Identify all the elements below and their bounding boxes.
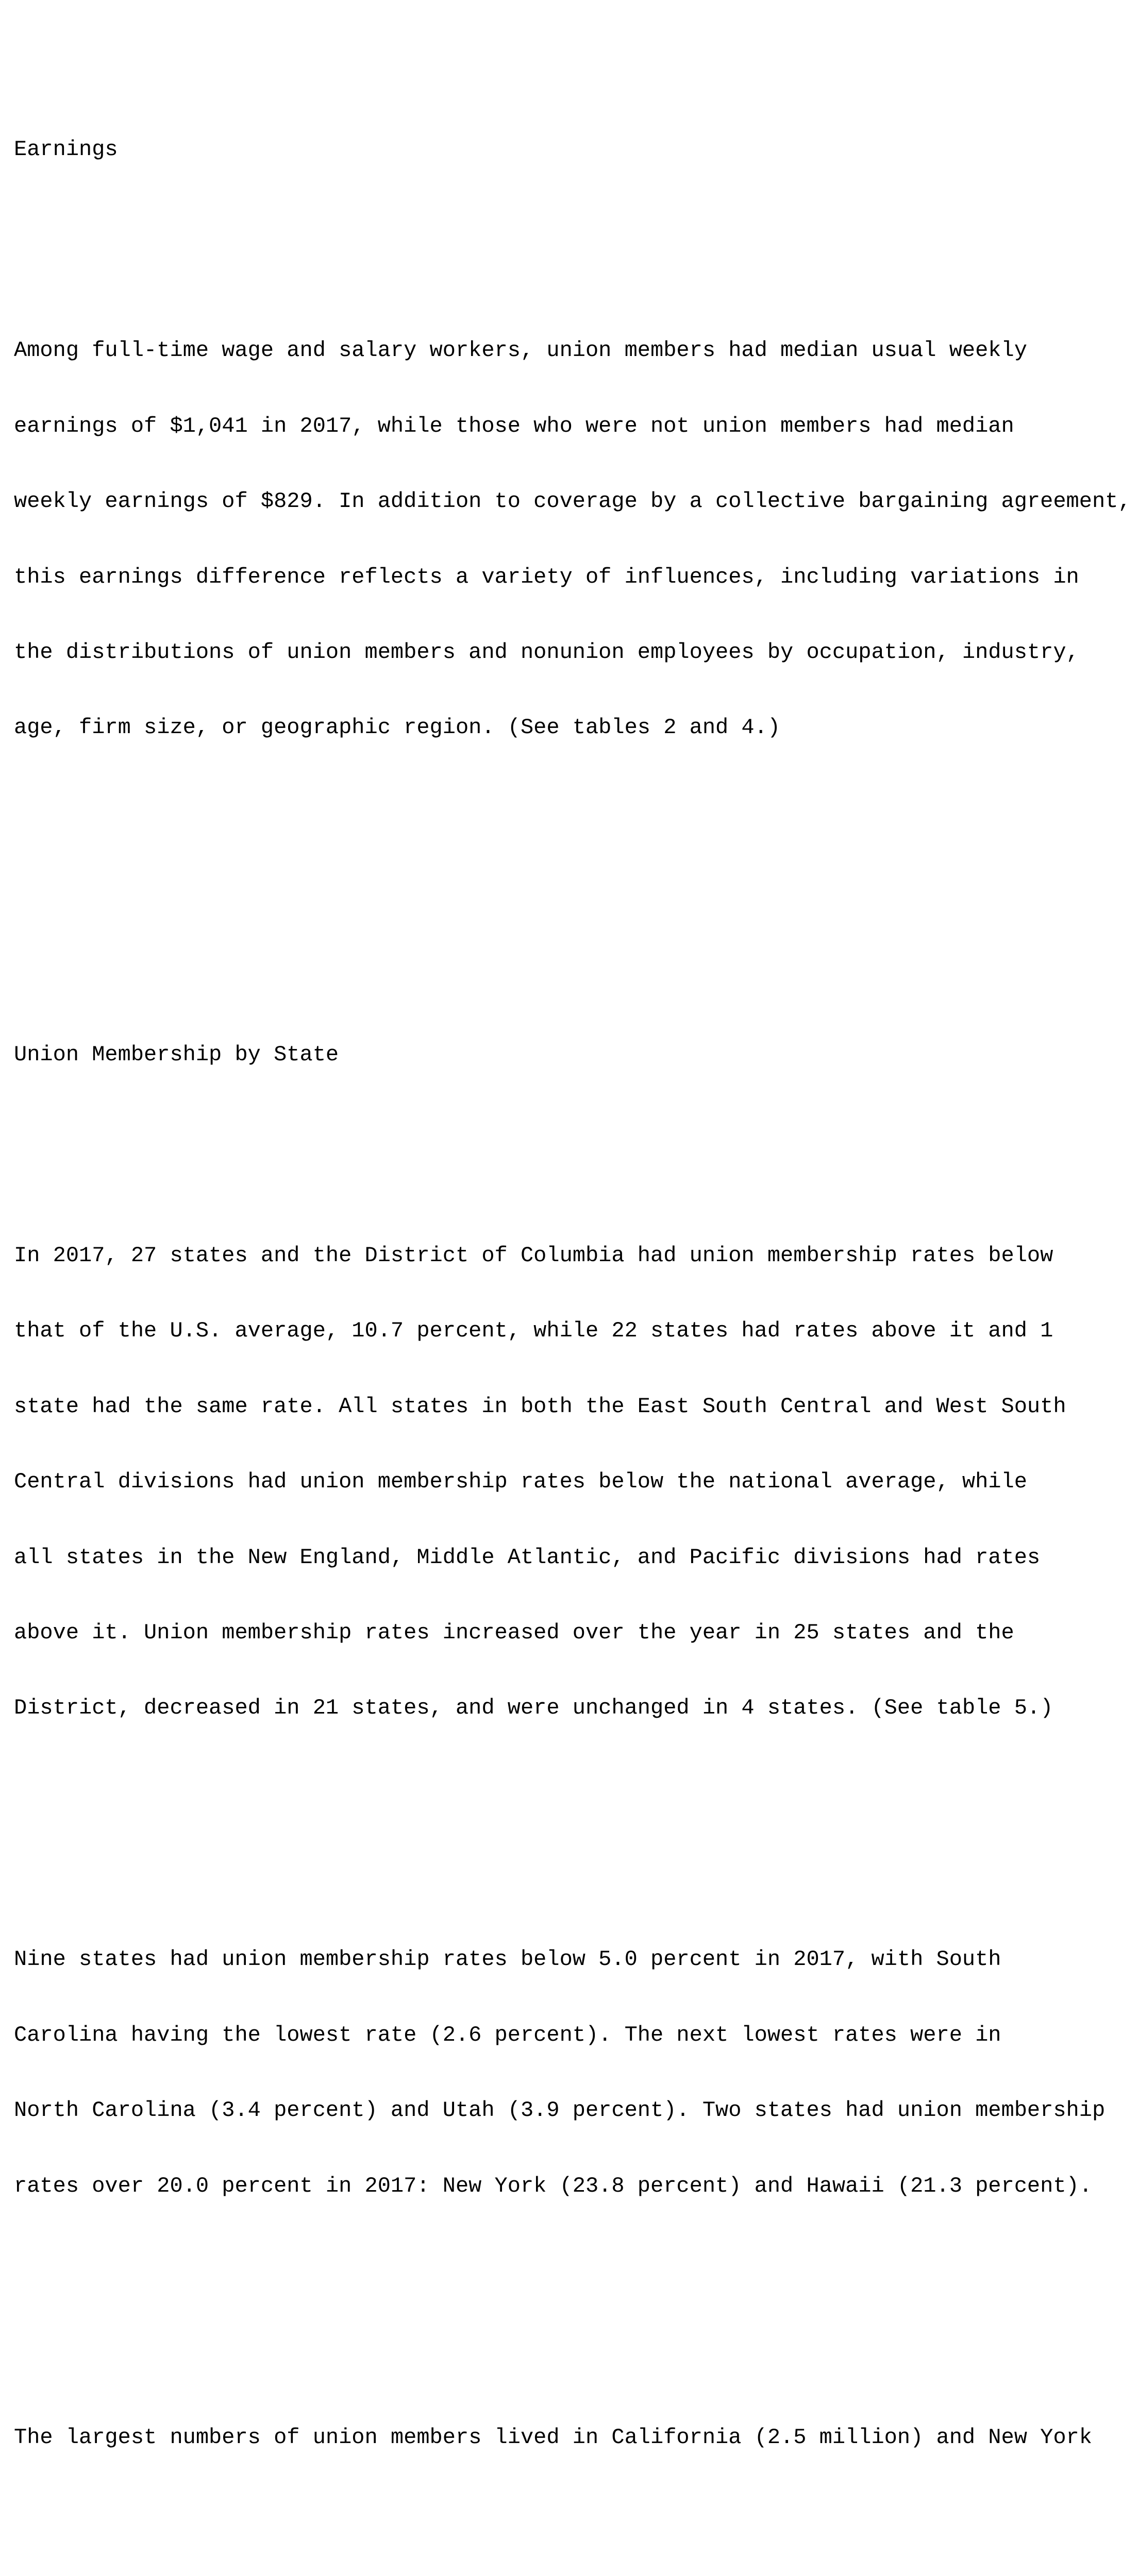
text-line: Nine states had union membership rates below 5.0 percent in 2017, with South xyxy=(14,1947,1001,1972)
text-line: In 2017, 27 states and the District of Columbia had union membership rates below xyxy=(14,1243,1053,1268)
text-line: District, decreased in 21 states, and were unchanged in 4 states. (See table 5.) xyxy=(14,1696,1053,1721)
text-line: this earnings difference reflects a variety of influences, including variations in xyxy=(14,564,1079,589)
document-body xyxy=(14,11,1137,2576)
paragraph xyxy=(14,1897,1137,2249)
text-line: all states in the New England, Middle Atlantic, and Pacific divisions had rates xyxy=(14,1545,1041,1570)
text-line: weekly earnings of $829. In addition to coverage by a collective bargaining agreement, xyxy=(14,489,1131,514)
section-earnings xyxy=(14,87,1137,916)
paragraph xyxy=(14,2375,1137,2500)
text-line: earnings of $1,041 in 2017, while those who were not union members had median xyxy=(14,413,1014,438)
paragraph xyxy=(14,288,1137,791)
text-line: age, firm size, or geographic region. (See tables 2 and 4.) xyxy=(14,715,781,740)
text-line: Carolina having the lowest rate (2.6 percent). The next lowest rates were in xyxy=(14,2022,1001,2047)
section-union-membership-by-state xyxy=(14,992,1137,2550)
blank-line xyxy=(14,212,1137,238)
text-line: Central divisions had union membership rates below the national average, while xyxy=(14,1469,1027,1495)
paragraph xyxy=(14,1193,1137,1771)
text-line: state had the same rate. All states in both the East South Central and West South xyxy=(14,1394,1066,1419)
text-line: The largest numbers of union members lived in California (2.5 million) and New York xyxy=(14,2425,1092,2450)
section-heading: Earnings xyxy=(14,137,118,162)
text-line: the distributions of union members and nonunion employees by occupation, industry, xyxy=(14,639,1079,665)
text-line: rates over 20.0 percent in 2017: New York (23.8 percent) and Hawaii (21.3 percent). xyxy=(14,2173,1092,2198)
text-line: that of the U.S. average, 10.7 percent, while 22 states had rates above it and 1 xyxy=(14,1318,1053,1344)
blank-line xyxy=(14,2299,1137,2325)
blank-line xyxy=(14,1117,1137,1143)
blank-line xyxy=(14,1821,1137,1846)
blank-line xyxy=(14,841,1137,866)
text-line: North Carolina (3.4 percent) and Utah (3.9 percent). Two states had union membership xyxy=(14,2098,1106,2123)
text-line: Among full-time wage and salary workers, union members had median usual weekly xyxy=(14,338,1027,363)
text-line: above it. Union membership rates increased over the year in 25 states and the xyxy=(14,1620,1014,1645)
section-heading: Union Membership by State xyxy=(14,1042,339,1067)
